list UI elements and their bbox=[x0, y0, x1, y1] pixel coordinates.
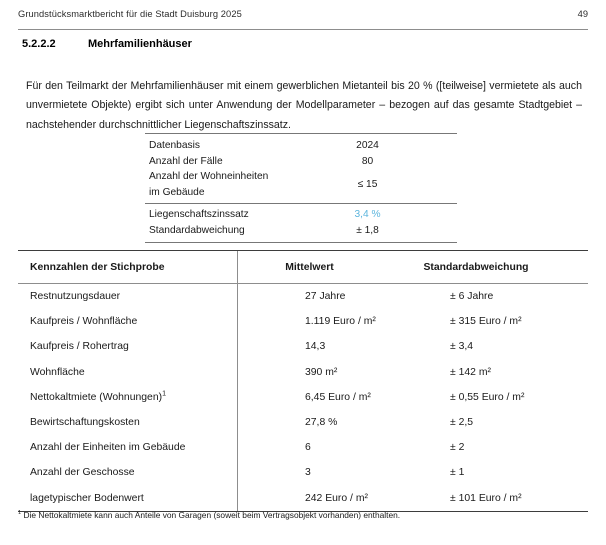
key-figures-table bbox=[18, 250, 588, 512]
row-label: Wohnfläche bbox=[30, 366, 85, 378]
row-mittelwert: 6 bbox=[305, 442, 311, 454]
row-standardabweichung: ± 101 Euro / m² bbox=[450, 492, 522, 504]
row-standardabweichung: ± 2 bbox=[450, 442, 465, 454]
section-heading bbox=[22, 38, 582, 50]
row-label: Anzahl der Einheiten im Gebäude bbox=[30, 442, 186, 454]
summary-value: ≤ 15 bbox=[357, 178, 378, 190]
summary-label: Standardabweichung bbox=[149, 224, 245, 236]
row-standardabweichung: ± 1 bbox=[450, 467, 465, 479]
footnote-marker: 1 bbox=[162, 390, 167, 398]
table-row bbox=[18, 284, 588, 309]
summary-value: ± 1,8 bbox=[356, 224, 379, 236]
summary-group-result bbox=[145, 203, 457, 242]
document-title: Grundstücksmarktbericht für die Stadt Duisburg 2025 bbox=[18, 9, 242, 19]
summary-row bbox=[145, 138, 457, 154]
row-mittelwert: 242 Euro / m² bbox=[305, 492, 368, 504]
row-standardabweichung: ± 142 m² bbox=[450, 366, 491, 378]
row-mittelwert: 390 m² bbox=[305, 366, 338, 378]
summary-label-line2: im Gebäude bbox=[149, 186, 205, 198]
row-label: Anzahl der Geschosse bbox=[30, 467, 135, 479]
row-mittelwert: 6,45 Euro / m² bbox=[305, 391, 371, 403]
summary-row bbox=[145, 169, 457, 200]
row-mittelwert: 27 Jahre bbox=[305, 291, 346, 303]
table-row bbox=[18, 435, 588, 460]
row-standardabweichung: ± 315 Euro / m² bbox=[450, 316, 522, 328]
column-header-kennzahlen: Kennzahlen der Stichprobe bbox=[30, 261, 165, 273]
column-header-standardabweichung: Standardabweichung bbox=[423, 261, 529, 273]
summary-label: Datenbasis bbox=[149, 140, 200, 151]
footnote-text: Die Nettokaltmiete kann auch Anteile von Garagen (soweit beim Vertragsobjekt vorhanden) enthalten. bbox=[21, 510, 401, 520]
row-label: Bewirtschaftungskosten bbox=[30, 417, 140, 429]
row-mittelwert: 14,3 bbox=[305, 341, 326, 353]
row-mittelwert: 3 bbox=[305, 467, 311, 479]
row-mittelwert: 27,8 % bbox=[305, 417, 338, 429]
section-number: 5.2.2.2 bbox=[22, 38, 56, 50]
row-standardabweichung: ± 2,5 bbox=[450, 417, 474, 429]
table-row bbox=[18, 385, 588, 410]
page-number: 49 bbox=[577, 9, 588, 19]
summary-value: 80 bbox=[361, 155, 374, 167]
row-label: Kaufpreis / Rohertrag bbox=[30, 341, 129, 353]
summary-label: Liegenschaftszinssatz bbox=[149, 209, 249, 220]
summary-value: 2024 bbox=[356, 140, 379, 151]
summary-row bbox=[145, 223, 457, 239]
footnote bbox=[18, 509, 588, 521]
row-label: Restnutzungsdauer bbox=[30, 291, 121, 303]
row-standardabweichung: ± 6 Jahre bbox=[450, 291, 494, 303]
table-row bbox=[18, 309, 588, 334]
page-running-header bbox=[18, 9, 588, 30]
summary-label bbox=[145, 169, 344, 200]
summary-row bbox=[145, 154, 457, 170]
row-label-text: Nettokaltmiete (Wohnungen) bbox=[30, 391, 163, 403]
summary-label-line1: Anzahl der Wohneinheiten bbox=[149, 171, 269, 182]
footnote-marker-icon: 1 bbox=[18, 510, 22, 517]
summary-table bbox=[145, 133, 457, 243]
row-label bbox=[18, 392, 237, 403]
table-header-row bbox=[18, 251, 588, 284]
intro-paragraph: Für den Teilmarkt der Mehrfamilienhäuser mit einem gewerblichen Mietanteil bis 20 % ([teilweise] vermietete als auch unvermietete Objekte) ergibt sich unter Anwendung der Modellparameter – bezogen auf das gesamte Stadtgebiet – nachstehender durchschnittlicher Liegenschaftszinssatz. bbox=[26, 79, 582, 131]
row-standardabweichung: ± 0,55 Euro / m² bbox=[450, 391, 525, 403]
summary-value-liegenschaftszinssatz: 3,4 % bbox=[354, 209, 381, 220]
summary-group-basis bbox=[145, 134, 457, 203]
table-row bbox=[18, 460, 588, 485]
row-standardabweichung: ± 3,4 bbox=[450, 341, 474, 353]
table-row bbox=[18, 360, 588, 385]
column-header-mittelwert: Mittelwert bbox=[285, 261, 334, 273]
summary-row bbox=[145, 207, 457, 223]
table-row bbox=[18, 334, 588, 359]
row-label: Kaufpreis / Wohnfläche bbox=[30, 316, 138, 328]
row-mittelwert: 1.119 Euro / m² bbox=[305, 316, 376, 328]
table-row bbox=[18, 410, 588, 435]
row-label: lagetypischer Bodenwert bbox=[30, 492, 144, 504]
table-row bbox=[18, 486, 588, 511]
summary-label: Anzahl der Fälle bbox=[149, 155, 223, 167]
section-title: Mehrfamilienhäuser bbox=[88, 38, 192, 50]
